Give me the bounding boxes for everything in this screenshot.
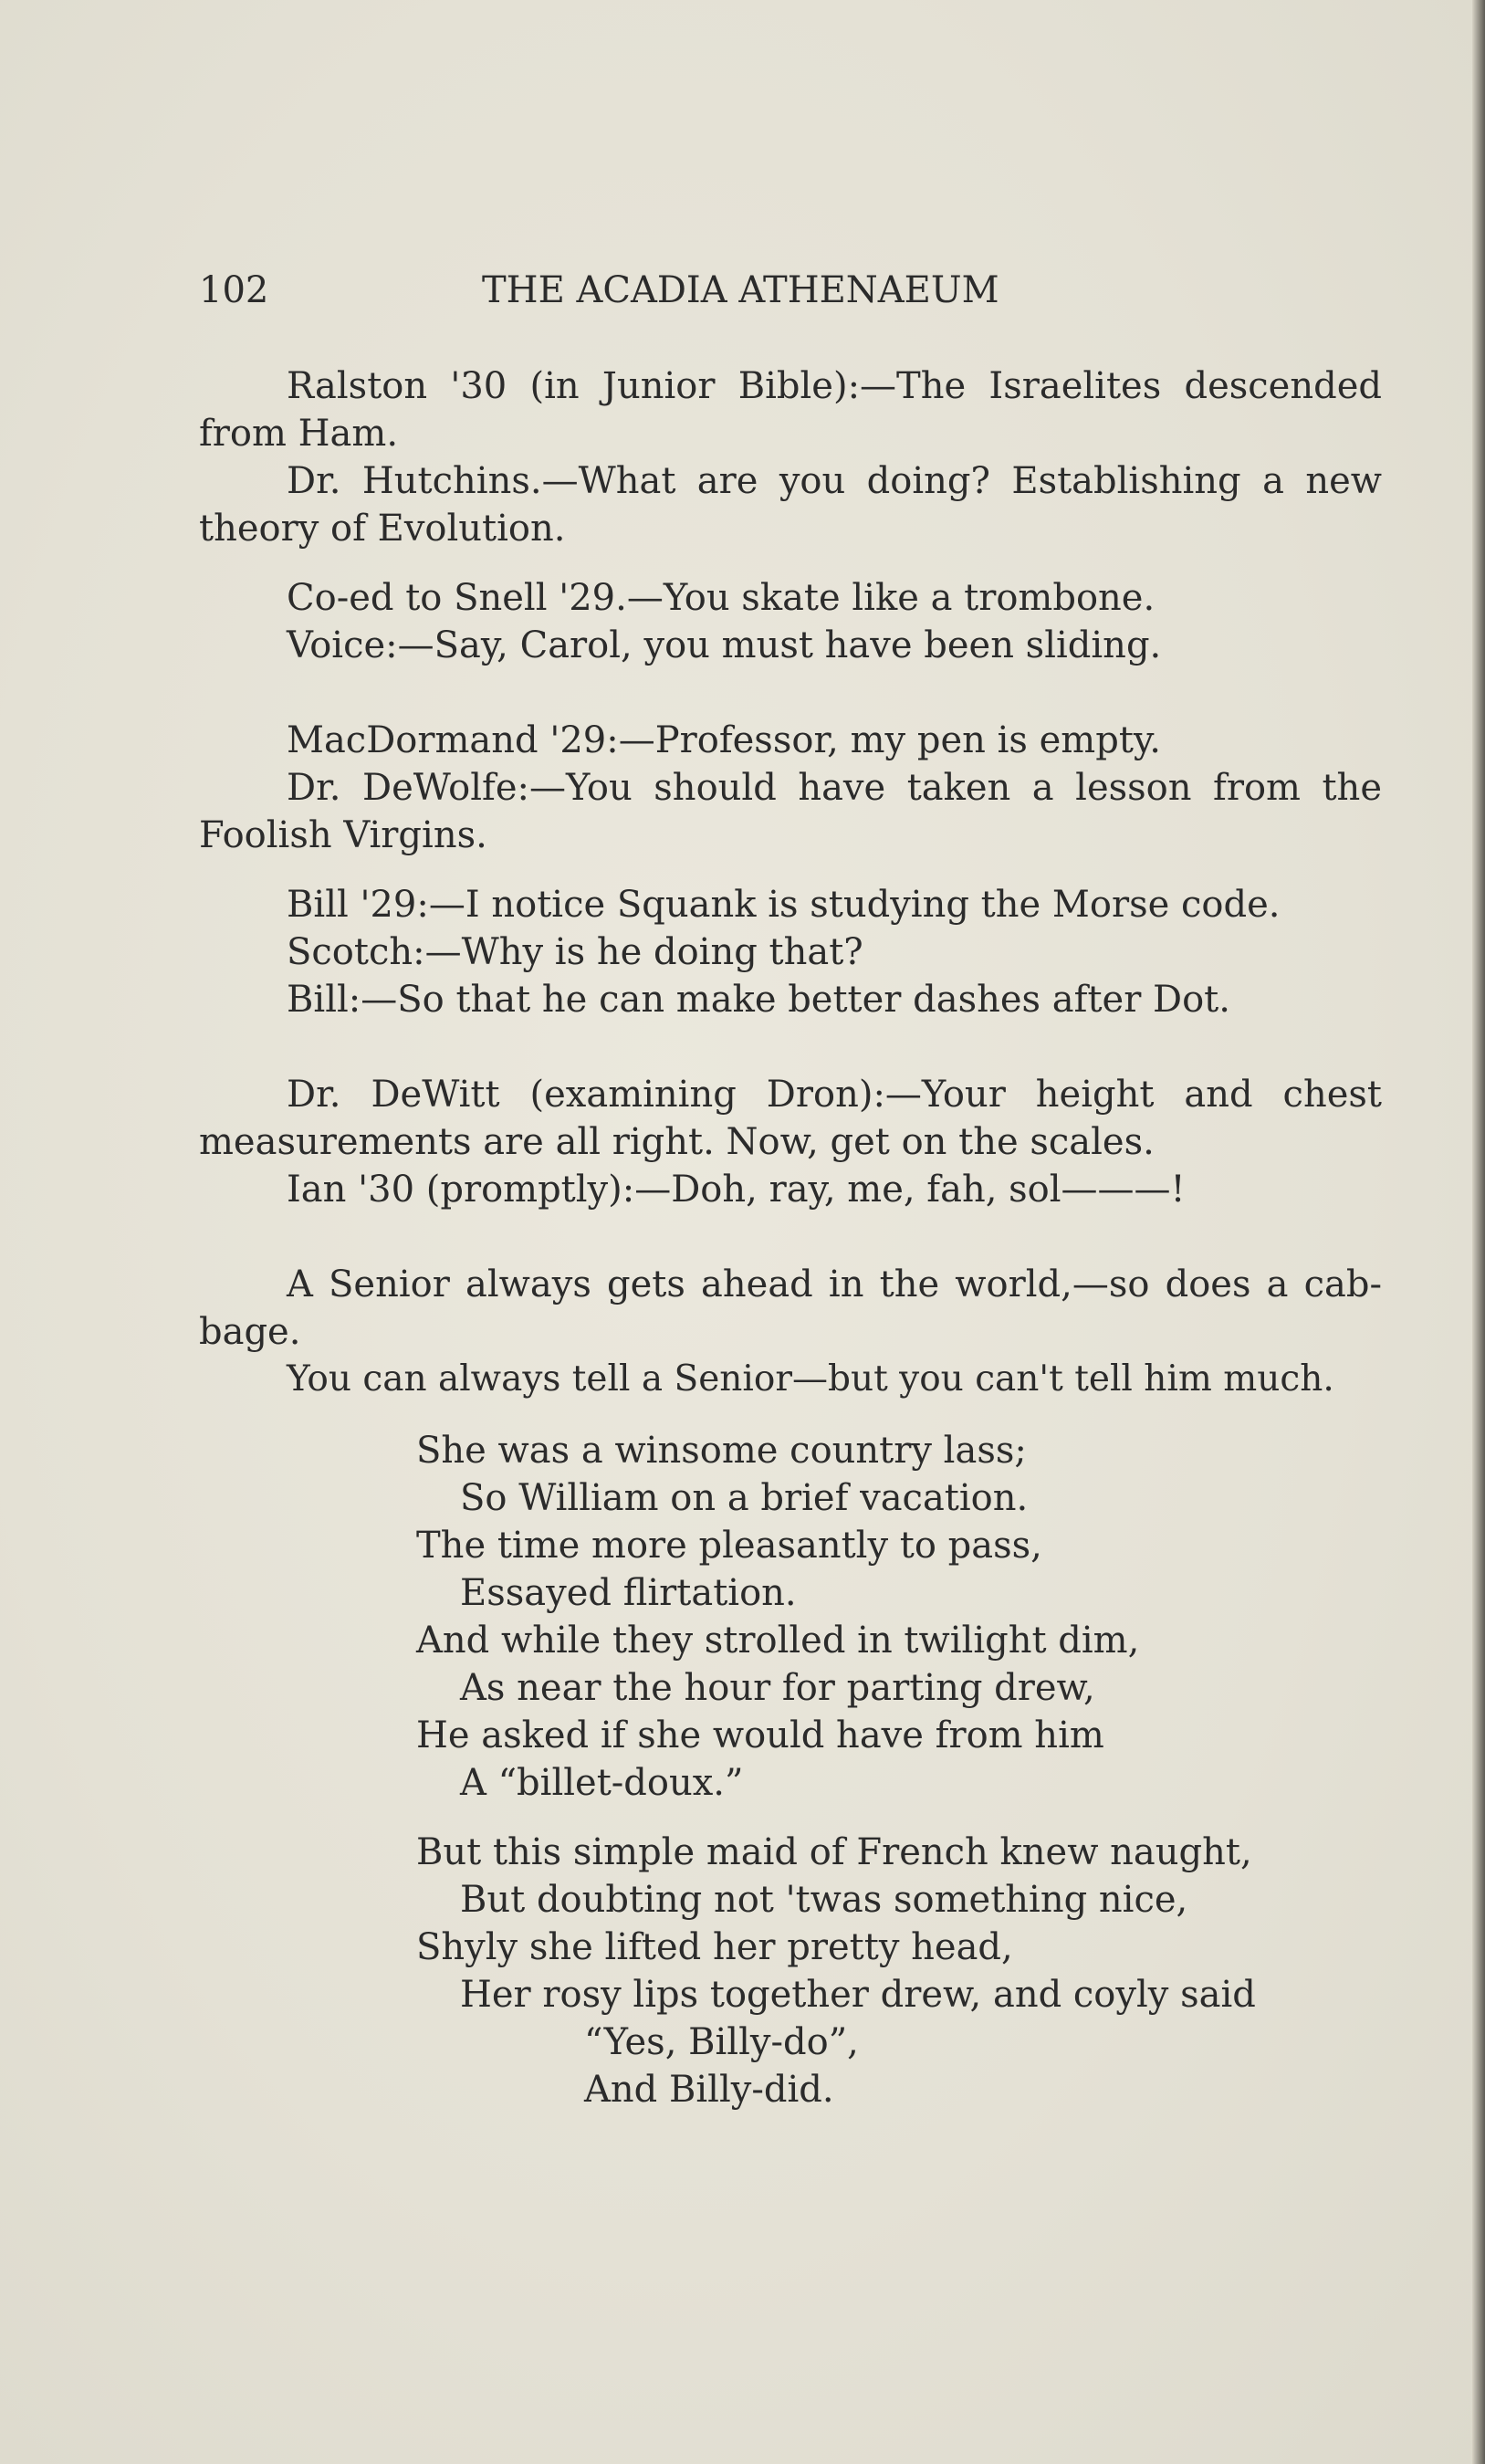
poem-line: And while they strolled in twilight dim, — [416, 1620, 1140, 1662]
poem-line: Essayed flirtation. — [460, 1572, 797, 1614]
poem-line: And Billy-did. — [584, 2069, 834, 2111]
poem-line: He asked if she would have from him — [416, 1714, 1104, 1756]
poem-line: So William on a brief vacation. — [460, 1477, 1029, 1519]
text-line: measurements are all right. Now, get on the scales. — [199, 1121, 1155, 1163]
text-line: Co-ed to Snell '29.—You skate like a trombone. — [287, 577, 1156, 619]
text-line: You can always tell a Senior—but you can't tell him much. — [287, 1358, 1334, 1400]
text-line: A Senior always gets ahead in the world,—so does a cab- — [287, 1263, 1382, 1305]
poem-line: “Yes, Billy-do”, — [584, 2021, 859, 2063]
text-line: bage. — [199, 1311, 301, 1353]
text-line: Foolish Virgins. — [199, 814, 487, 856]
text-line: Dr. Hutchins.—What are you doing? Establishing a new — [287, 460, 1382, 502]
text-line: theory of Evolution. — [199, 508, 566, 550]
poem-line: Shyly she lifted her pretty head, — [416, 1926, 1013, 1968]
text-line: Bill '29:—I notice Squank is studying the Morse code. — [287, 884, 1281, 926]
page-number: 102 — [199, 269, 269, 311]
running-title: THE ACADIA ATHENAEUM — [482, 269, 999, 311]
text-line: Bill:—So that he can make better dashes after Dot. — [287, 979, 1230, 1021]
text-line: Ian '30 (promptly):—Doh, ray, me, fah, sol———! — [287, 1169, 1186, 1211]
text-line: Voice:—Say, Carol, you must have been sliding. — [287, 624, 1162, 666]
poem-line: The time more pleasantly to pass, — [416, 1525, 1042, 1567]
text-line: Dr. DeWitt (examining Dron):—Your height and chest — [287, 1074, 1382, 1116]
poem-line: She was a winsome country lass; — [416, 1430, 1027, 1472]
poem-line: As near the hour for parting drew, — [460, 1667, 1095, 1709]
poem-line: A “billet-doux.” — [460, 1762, 744, 1804]
text-line: MacDormand '29:—Professor, my pen is empty. — [287, 719, 1161, 761]
page-binding-edge — [1472, 0, 1485, 2464]
poem-line: But doubting not 'twas something nice, — [460, 1879, 1188, 1921]
text-line: Dr. DeWolfe:—You should have taken a lesson from the — [287, 767, 1382, 809]
text-line: Ralston '30 (in Junior Bible):—The Israelites descended — [287, 365, 1382, 407]
text-line: Scotch:—Why is he doing that? — [287, 931, 863, 973]
poem-line: But this simple maid of French knew naught, — [416, 1831, 1252, 1873]
text-line: from Ham. — [199, 413, 399, 455]
poem-line: Her rosy lips together drew, and coyly said — [460, 1974, 1256, 2016]
